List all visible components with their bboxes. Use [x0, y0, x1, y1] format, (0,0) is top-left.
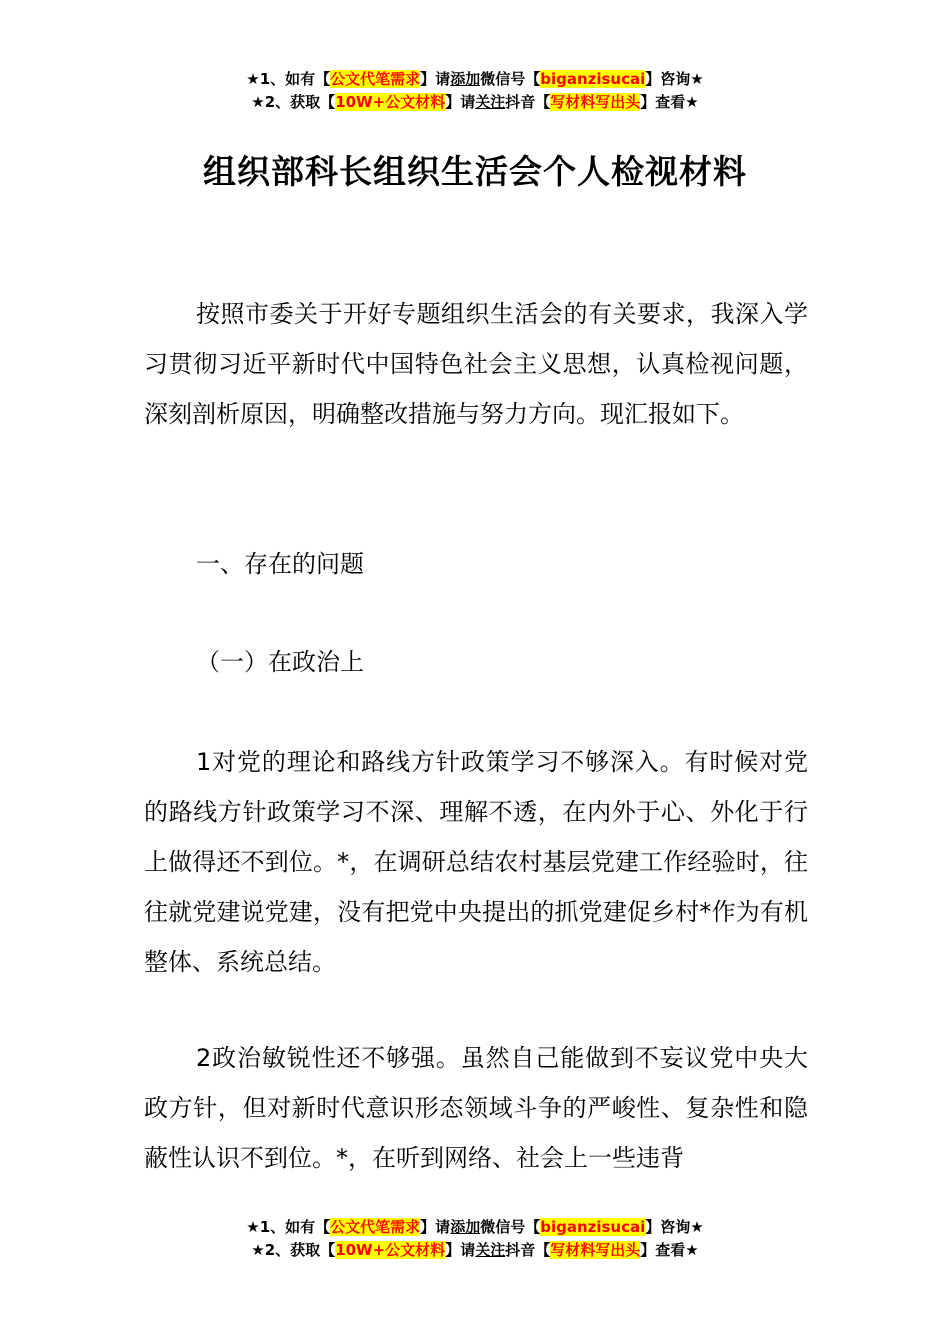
highlight-douyin-account: 写材料写出头: [550, 93, 641, 111]
problem-item-1: 1对党的理论和路线方针政策学习不够深入。有时候对党的路线方针政策学习不深、理解不透，在内外于心、外化于行上做得还不到位。*，在调研总结农村基层党建工作经验时，往往就党建说党建，没有把党中央提出的抓党建促乡村*作为有机整体、系统总结。: [144, 748, 808, 976]
highlight-douyin-account: 写材料写出头: [550, 1241, 641, 1259]
highlight-materials: 10W+公文材料: [335, 1241, 446, 1259]
highlight-wechat-id: biganzisucai: [540, 1218, 646, 1236]
highlight-service: 公文代笔需求: [330, 70, 421, 88]
problem-item-2: 2政治敏锐性还不够强。虽然自己能做到不妄议党中央大政方针，但对新时代意识形态领域斗争的严峻性、复杂性和隐蔽性认识不到位。*，在听到网络、社会上一些违背: [144, 1044, 808, 1172]
banner-line-2: ★2、获取【10W+公文材料】请关注抖音【写材料写出头】查看★: [251, 93, 699, 111]
highlight-wechat-id: biganzisucai: [540, 70, 646, 88]
header-banner: [0, 68, 950, 114]
section-heading: 一、存在的问题: [196, 550, 364, 578]
highlight-materials: 10W+公文材料: [335, 93, 446, 111]
banner-line-2: ★2、获取【10W+公文材料】请关注抖音【写材料写出头】查看★: [251, 1241, 699, 1259]
highlight-service: 公文代笔需求: [330, 1218, 421, 1236]
banner-line-1: ★1、如有【公文代笔需求】请添加微信号【biganzisucai】咨询★: [246, 70, 704, 88]
intro-paragraph: 按照市委关于开好专题组织生活会的有关要求，我深入学习贯彻习近平新时代中国特色社会主义思想，认真检视问题，深刻剖析原因，明确整改措施与努力方向。现汇报如下。: [144, 300, 808, 428]
subsection-heading: （一）在政治上: [196, 648, 364, 676]
document-title: 组织部科长组织生活会个人检视材料: [203, 152, 747, 191]
footer-banner: [0, 1216, 950, 1262]
banner-line-1: ★1、如有【公文代笔需求】请添加微信号【biganzisucai】咨询★: [246, 1218, 704, 1236]
